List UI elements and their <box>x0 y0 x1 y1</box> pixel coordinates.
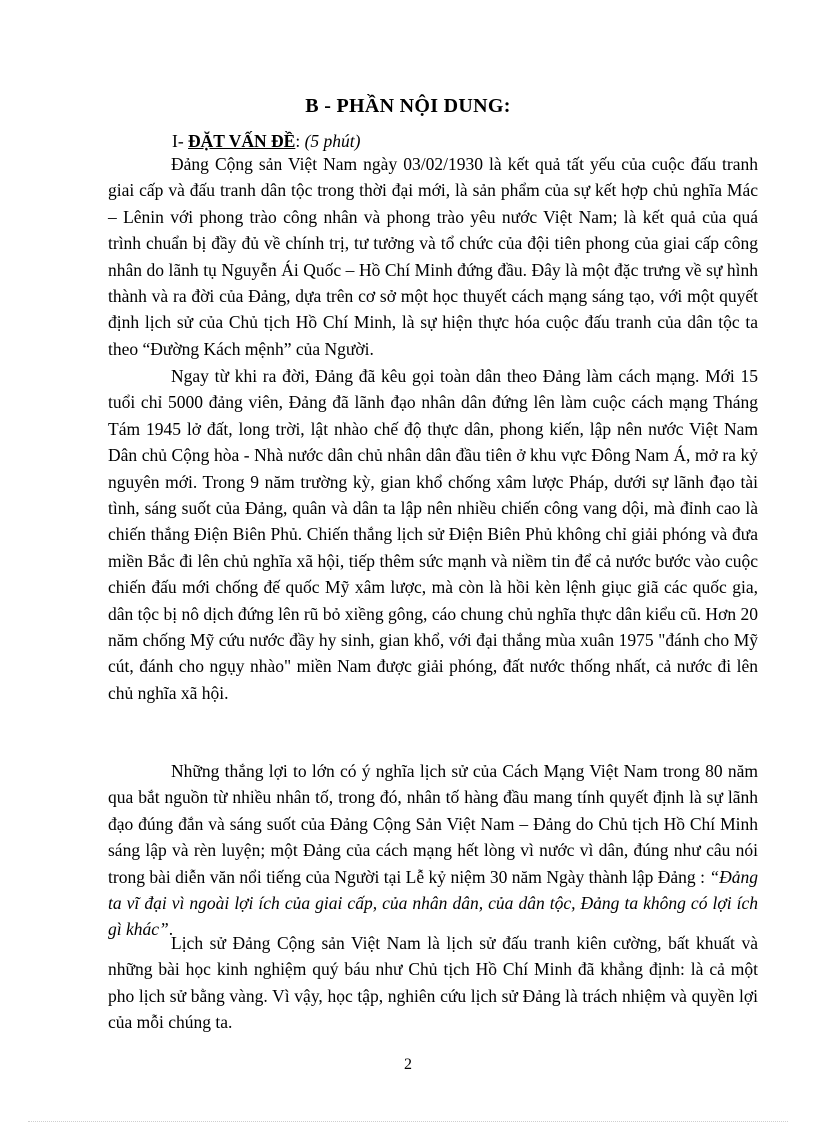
section-label: ĐẶT VẤN ĐỀ <box>188 131 296 151</box>
section-prefix: I- <box>172 131 189 151</box>
section-time: (5 phút) <box>304 131 361 151</box>
footer-divider <box>28 1121 788 1122</box>
section-colon: : <box>295 131 305 151</box>
paragraph-3 <box>108 758 758 943</box>
quote-end: . <box>168 919 174 940</box>
paragraph-2: Ngay từ khi ra đời, Đảng đã kêu gọi toàn dân theo Đảng làm cách mạng. Mới 15 tuổi chỉ 5000 đảng viên, Đảng đã lãnh đạo nhân dân đứng lên làm cuộc cách mạng Tháng Tám 1945 lở đất, long trời, lật nhào chế độ thực dân, phong kiến, lập nên nước Việt Nam Dân chủ Cộng hòa - Nhà nước dân chủ nhân dân đầu tiên ở khu vực Đông Nam Á, mở ra kỷ nguyên mới. Trong 9 năm trường kỳ, gian khổ chống xâm lược Pháp, dưới sự lãnh đạo tài tình, sáng suốt của Đảng, quân và dân ta lập nên nhiều chiến công vang dội, mà đỉnh cao là chiến thắng Điện Biên Phủ. Chiến thắng lịch sử Điện Biên Phủ không chỉ giải phóng và đưa miền Bắc đi lên chủ nghĩa xã hội, tiếp thêm sức mạnh và niềm tin để cả nước bước vào cuộc chiến đấu mới chống đế quốc Mỹ xâm lược, mà còn là hồi kèn lệnh giục giã các quốc gia, dân tộc bị nô dịch đứng lên rũ bỏ xiềng gông, cáo chung chủ nghĩa thực dân kiểu cũ. Hơn 20 năm chống Mỹ cứu nước đầy hy sinh, gian khổ, với đại thắng mùa xuân 1975 "đánh cho Mỹ cút, đánh cho ngụy nhào" miền Nam được giải phóng, đất nước thống nhất, cả nước đi lên chủ nghĩa xã hội. <box>108 366 758 703</box>
page-number: 2 <box>404 1056 412 1073</box>
paragraph-3-text: Những thắng lợi to lớn có ý nghĩa lịch sử của Cách Mạng Việt Nam trong 80 năm qua bắt nguồn từ nhiều nhân tố, trong đó, nhân tố hàng đầu mang tính quyết định là sự lãnh đạo đúng đắn và sáng suốt của Đảng Cộng Sản Việt Nam – Đảng do Chủ tịch Hồ Chí Minh sáng lập và rèn luyện; một Đảng của cách mạng hết lòng vì nước vì dân, đúng như câu nói trong bài diễn văn nổi tiếng của Người tại Lễ kỷ niệm 30 năm Ngày thành lập Đảng : <box>108 761 758 887</box>
page-title: B - PHẦN NỘI DUNG: <box>305 95 511 117</box>
party-quote: “Đảng ta vĩ đại vì ngoài lợi ích của giai cấp, của nhân dân, của dân tộc, Đảng ta không có lợi ích gì khác” <box>108 866 758 940</box>
section-heading <box>172 131 360 152</box>
paragraph-1: Đảng Cộng sản Việt Nam ngày 03/02/1930 là kết quả tất yếu của cuộc đấu tranh giai cấp và đấu tranh dân tộc trong thời đại mới, là sản phẩm của sự kết hợp chủ nghĩa Mác – Lênin với phong trào công nhân và phong trào yêu nước Việt Nam; là kết quả của quá trình chuẩn bị đầy đủ về chính trị, tư tưởng và tổ chức của đội tiên phong của giai cấp công nhân do lãnh tụ Nguyễn Ái Quốc – Hồ Chí Minh đứng đầu. Đây là một đặc trưng về sự hình thành và ra đời của Đảng, dựa trên cơ sở một học thuyết cách mạng sáng tạo, với một quyết định lịch sử của Chủ tịch Hồ Chí Minh, là sự hiện thực hóa cuộc đấu tranh của dân tộc ta theo “Đường Kách mệnh” của Người. <box>108 154 758 359</box>
paragraph-4: Lịch sử Đảng Cộng sản Việt Nam là lịch sử đấu tranh kiên cường, bất khuất và những bài học kinh nghiệm quý báu như Chủ tịch Hồ Chí Minh đã khẳng định: là cả một pho lịch sử bằng vàng. Vì vậy, học tập, nghiên cứu lịch sử Đảng là trách nhiệm và quyền lợi của mỗi chúng ta. <box>108 933 758 1033</box>
